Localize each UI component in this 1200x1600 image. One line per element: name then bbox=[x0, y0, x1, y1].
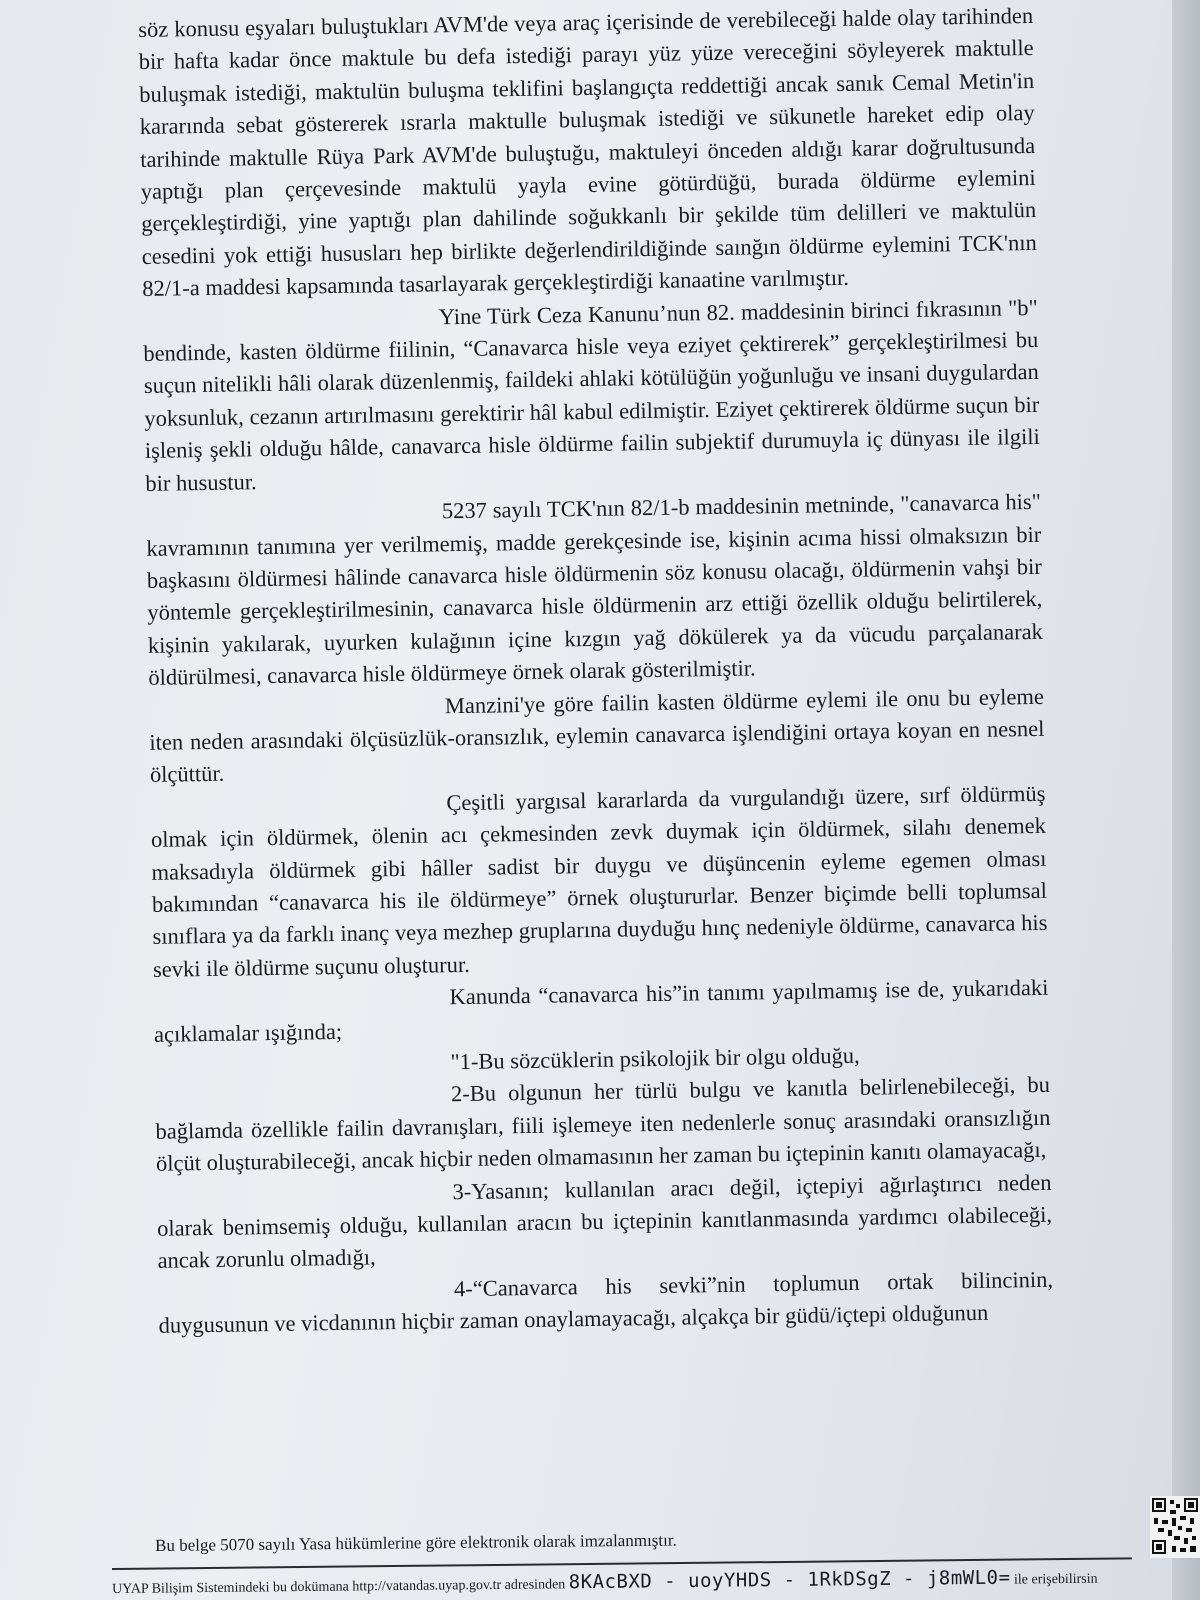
e-signature-notice: Bu belge 5070 sayılı Yasa hükümlerine göre elektronik olarak imzalanmıştır. bbox=[155, 1530, 677, 1555]
verification-suffix: ile erişebilirsin bbox=[1013, 1571, 1098, 1588]
verification-line bbox=[112, 1565, 1172, 1598]
paragraph: 5237 sayılı TCK'nın 82/1-b maddesinin metninde, "canavarca his" kavramının tanımına yer verilmemiş, madde gerekçesinde ise, kişinin acıma hissi olmaksızın bir başkasını öldürmesi hâlinde canavarca hisle öldürmenin söz konusu olacağı, öldürmenin vahşi bir yöntemle gerçekleştirilmesinin, canavarca hisle öldürmenin arz ettiği özellik olduğu belirtilerek, kişinin yakılarak, uyurken kulağının içine kızgın yağ dökülerek ya da vücudu parçalanarak öldürülmesi, canavarca hisle öldürmeye örnek olarak gösterilmiştir. bbox=[146, 488, 1044, 691]
verification-code: 8KAcBXD - uoyYHDS - 1RkDSgZ - j8mWL0= bbox=[568, 1566, 1011, 1594]
paragraph: Manzini'ye göre failin kasten öldürme eylemi ile onu bu eyleme iten neden arasındaki ölçüsüzlük-oransızlık, eylemin canavarca işlendiğini ortaya koyan en nesnel ölçüttür. bbox=[149, 683, 1045, 788]
list-item: 4-“Canavarca his sevki”nin toplumun ortak bilincinin, duygusunun ve vicdanının hiçbir zaman onaylamayacağı, alçakça bir güdü/içtepi olduğunun bbox=[158, 1266, 1054, 1339]
paragraph: Çeşitli yargısal kararlarda da vurgulandığı üzere, sırf öldürmüş olmak için öldürmek, ölenin acı çekmesinden zevk duymak için öldürmek, silahı denemek maksadıyla öldürmek gibi hâller sadist bir duygu ve düşüncenin eyleme egemen olması bakımından “canavarca his ile öldürmeye” örnek oluştururlar. Benzer biçimde belli toplumsal sınıflara ya da farklı inanç veya mezhep gruplarına duyduğu hınç nedeniyle öldürme, canavarca his sevki ile öldürme suçunu oluşturur. bbox=[150, 780, 1048, 982]
list-item: 3-Yasanın; kullanılan aracı değil, içtepiyi ağırlaştırıcı neden olarak benimsemiş olduğu, kullanılan aracın bu içtepinin kanıtlanmasında yardımcı olabileceği, ancak zorunlu olmadığı, bbox=[156, 1169, 1053, 1274]
verification-prefix: UYAP Bilişim Sistemindeki bu dokümana http://vatandas.uyap.gov.tr adresinden bbox=[112, 1577, 566, 1597]
document-body bbox=[138, 0, 1054, 1342]
qr-code-icon bbox=[1150, 1496, 1200, 1558]
paragraph: Yine Türk Ceza Kanunu’nun 82. maddesinin birinci fıkrasının "b" bendinde, kasten öldürme fiilinin, “Canavarca hisle veya eziyet çektirerek” gerçekleştirilmesi bu suçun nitelikli hâli olarak düzenlenmiş, faildeki ahlaki kötülüğün yoğunluğu ve insani duygulardan yoksunluk, cezanın artırılmasını gerektirir hâl kabul edilmiştir. Eziyet çektirerek öldürme suçun bir işleniş şekli olduğu hâlde, canavarca hisle öldürme failin subjektif durumuyla iç dünyası ile ilgili bir husustur. bbox=[143, 294, 1040, 496]
paragraph: Kanunda “canavarca his”in tanımı yapılmamış ise de, yukarıdaki açıklamalar ışığında; bbox=[153, 975, 1049, 1047]
list-item: "1-Bu sözcüklerin psikolojik bir olgu olduğu, bbox=[450, 1042, 860, 1075]
list-item: 2-Bu olgunun her türlü bulgu ve kanıtla belirlenebileceği, bu bağlamda özellikle failin davranışları, fiili işlemeye iten nedenlerle sonuç arasındaki oransızlığın ölçüt oluşturabileceği, ancak hiçbir neden olmamasının her zaman bu içtepinin kanıtı olamayacağı, bbox=[155, 1072, 1051, 1177]
paragraph: söz konusu eşyaları buluştukları AVM'de veya araç içerisinde de verebileceği halde olay tarihinden bir hafta kadar önce maktule bu defa istediği parayı yüz yüze vereceğini söyleyerek maktulle buluşmak istediği, maktulün buluşma teklifini başlangıçta reddettiği ancak sanık Cemal Metin'in kararında sebat göstererek ısrarla maktulle buluşmak istediği ve sükunetle hareket edip olay tarihinde maktulle Rüya Park AVM'de buluştuğu, maktuleyi önceden aldığı karar doğrultusunda yaptığı plan çerçevesinde maktulü yayla evine götürdüğü, burada öldürme eylemini gerçekleştirdiği, yine yaptığı plan dahilinde soğukkanlı bir şekilde tüm delilleri ve maktulün cesedini yok ettiği hususları hep birlikte değerlendirildiğinde saınğın öldürme eylemini TCK'nın 82/1-a maddesi kapsamında tasarlayarak gerçekleştirdiği kanaatine varılmıştır. bbox=[138, 2, 1037, 302]
table-edge bbox=[1172, 0, 1200, 1600]
